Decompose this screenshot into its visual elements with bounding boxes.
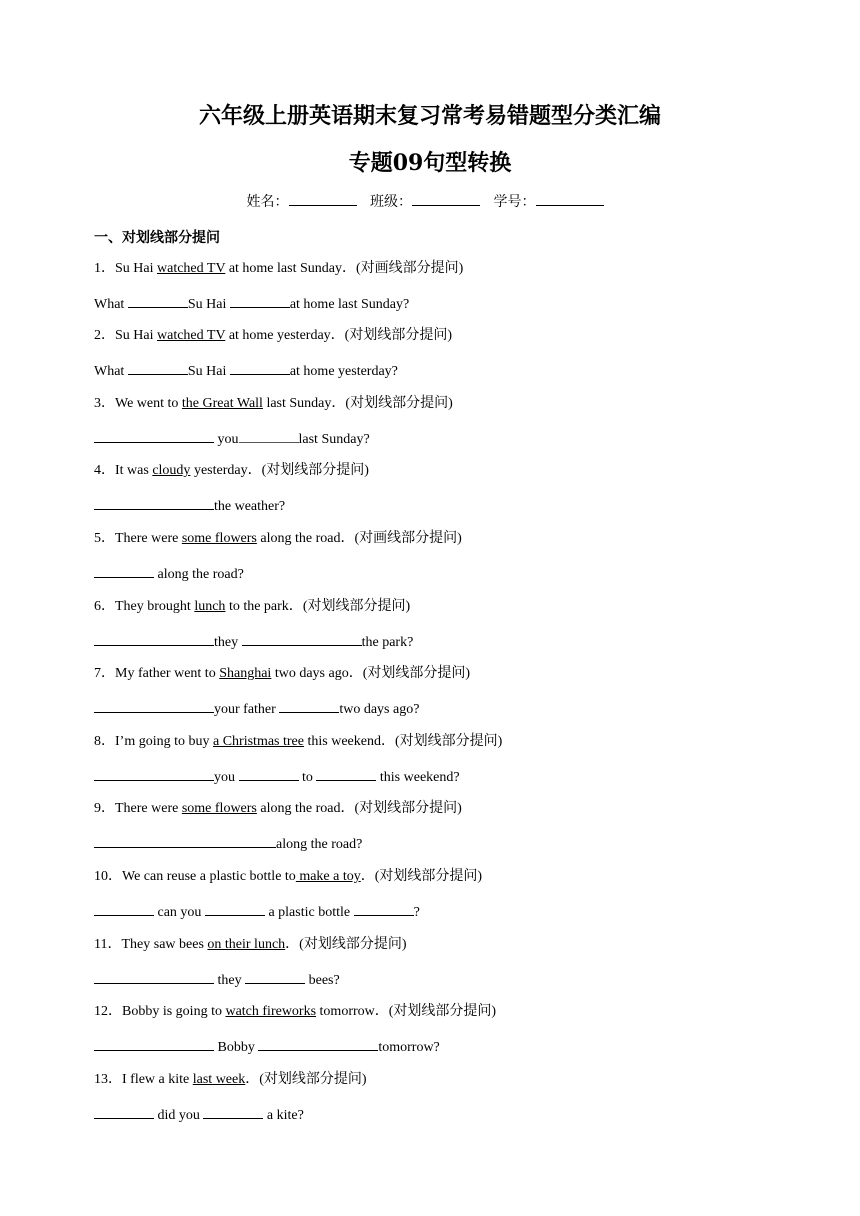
question-text: this weekend． <box>303 734 395 749</box>
answer-text: they <box>214 635 242 650</box>
underlined-part: watched TV <box>157 328 226 343</box>
instruction-note: (对画线部分提问) <box>355 261 464 276</box>
question-4 <box>94 462 369 480</box>
class-blank[interactable] <box>412 193 480 206</box>
answer-text: What <box>94 297 128 312</box>
question-text: tomorrow． <box>316 1004 389 1019</box>
question-5 <box>94 530 462 548</box>
answer-line-6 <box>94 632 413 652</box>
question-10 <box>94 868 482 886</box>
underlined-part: Shanghai <box>219 666 272 681</box>
answer-line-10 <box>94 902 420 922</box>
answer-text: they <box>214 973 246 988</box>
answer-text: tomorrow? <box>378 1040 440 1055</box>
answer-text: last Sunday? <box>298 432 370 447</box>
question-text: Bobby is going to <box>122 1004 226 1019</box>
answer-blank[interactable] <box>128 361 188 375</box>
question-3 <box>94 395 453 413</box>
answer-text: Su Hai <box>187 297 230 312</box>
answer-line-4 <box>94 496 285 516</box>
question-text: I flew a kite <box>122 1072 193 1087</box>
answer-blank[interactable] <box>94 496 214 510</box>
question-number: 1． <box>94 261 115 276</box>
answer-line-5 <box>94 564 244 584</box>
question-text: They saw bees <box>121 937 208 952</box>
question-text: We went to <box>115 396 182 411</box>
answer-text: ? <box>413 905 420 920</box>
answer-text: you <box>214 432 239 447</box>
question-number: 9． <box>94 801 115 816</box>
question-number: 3． <box>94 396 115 411</box>
answer-blank[interactable] <box>203 1105 263 1119</box>
answer-blank[interactable] <box>94 564 154 578</box>
question-number: 11． <box>94 937 122 952</box>
number-blank[interactable] <box>536 193 604 206</box>
question-number: 12． <box>94 1004 122 1019</box>
answer-blank[interactable] <box>94 632 214 646</box>
question-number: 13． <box>94 1072 122 1087</box>
answer-text: can you <box>154 905 205 920</box>
answer-text: two days ago? <box>339 702 420 717</box>
question-9 <box>94 800 462 818</box>
instruction-note: (对划线部分提问) <box>261 463 369 478</box>
page-subtitle: 专题09句型转换 <box>348 150 512 176</box>
answer-text: this weekend? <box>376 770 460 785</box>
question-text: yesterday． <box>190 463 262 478</box>
question-text: to the park． <box>225 599 303 614</box>
question-text: There were <box>115 531 182 546</box>
question-13 <box>94 1071 367 1089</box>
answer-text: Bobby <box>214 1040 259 1055</box>
answer-line-8 <box>94 767 460 787</box>
answer-blank[interactable] <box>94 834 276 848</box>
answer-text: at home yesterday? <box>289 364 398 379</box>
question-11 <box>94 936 407 954</box>
question-number: 4． <box>94 463 115 478</box>
question-number: 7． <box>94 666 115 681</box>
question-text: along the road． <box>256 531 355 546</box>
answer-blank[interactable] <box>230 294 290 308</box>
answer-text: Su Hai <box>187 364 230 379</box>
question-6 <box>94 598 410 616</box>
answer-line-13 <box>94 1105 304 1125</box>
answer-blank[interactable] <box>354 902 414 916</box>
underlined-part: on their lunch <box>207 937 286 952</box>
answer-blank[interactable] <box>94 1037 214 1051</box>
question-text: Su Hai <box>115 261 157 276</box>
answer-text: a plastic bottle <box>264 905 354 920</box>
answer-text: along the road? <box>154 567 244 582</box>
answer-text: bees? <box>305 973 340 988</box>
underlined-part: some flowers <box>181 801 257 816</box>
answer-line-3 <box>94 429 370 449</box>
question-text: at home yesterday． <box>225 328 345 343</box>
instruction-note: (对划线部分提问) <box>374 869 483 884</box>
instruction-note: (对划线部分提问) <box>388 1004 497 1019</box>
answer-line-1 <box>94 294 409 314</box>
instruction-note: (对划线部分提问) <box>299 937 407 952</box>
question-8 <box>94 733 502 751</box>
answer-text: to <box>298 770 317 785</box>
question-text: They brought <box>115 599 195 614</box>
instruction-note: (对划线部分提问) <box>302 599 411 614</box>
page-title: 六年级上册英语期末复习常考易错题型分类汇编 <box>198 103 661 129</box>
answer-blank[interactable] <box>205 902 265 916</box>
class-label: 班级： <box>370 195 412 210</box>
answer-blank[interactable] <box>94 902 154 916</box>
question-number: 5． <box>94 531 115 546</box>
question-1 <box>94 260 463 278</box>
answer-blank[interactable] <box>239 767 299 781</box>
question-text: ． <box>245 1072 260 1087</box>
question-12 <box>94 1003 496 1021</box>
instruction-note: (对画线部分提问) <box>354 531 462 546</box>
underlined-part: lunch <box>194 599 226 614</box>
instruction-note: (对划线部分提问) <box>362 666 471 681</box>
answer-text: a kite? <box>263 1108 304 1123</box>
answer-blank[interactable] <box>94 699 214 713</box>
answer-text: What <box>94 364 128 379</box>
question-number: 10． <box>94 869 122 884</box>
underlined-part: some flowers <box>181 531 257 546</box>
question-text: We can reuse a plastic bottle to <box>122 869 296 884</box>
student-info-line <box>0 191 860 211</box>
answer-blank[interactable] <box>258 1037 378 1051</box>
answer-text: you <box>214 770 239 785</box>
underlined-part: watched TV <box>157 261 226 276</box>
answer-line-9 <box>94 834 362 854</box>
question-text: It was <box>115 463 153 478</box>
question-text: Su Hai <box>115 328 157 343</box>
question-text: ． <box>360 869 375 884</box>
question-text: ． <box>285 937 300 952</box>
instruction-note: (对划线部分提问) <box>344 328 452 343</box>
question-2 <box>94 327 452 345</box>
answer-text: did you <box>154 1108 204 1123</box>
question-number: 6． <box>94 599 115 614</box>
answer-text: your father <box>214 702 280 717</box>
underlined-part: cloudy <box>152 463 191 478</box>
answer-blank[interactable] <box>316 767 376 781</box>
question-text: last Sunday． <box>262 396 346 411</box>
answer-line-2 <box>94 361 398 381</box>
question-text: I’m going to buy <box>115 734 213 749</box>
underlined-part: the Great Wall <box>181 396 263 411</box>
underlined-part: make a toy <box>295 869 361 884</box>
answer-blank[interactable] <box>239 429 299 443</box>
answer-blank[interactable] <box>94 429 214 443</box>
question-text: two days ago． <box>271 666 363 681</box>
underlined-part: watch fireworks <box>225 1004 317 1019</box>
instruction-note: (对划线部分提问) <box>354 801 462 816</box>
section-heading: 一、对划线部分提问 <box>94 230 220 246</box>
answer-text: the weather? <box>214 499 286 514</box>
underlined-part: a Christmas tree <box>213 734 304 749</box>
question-text: at home last Sunday． <box>225 261 356 276</box>
answer-line-11 <box>94 970 340 990</box>
answer-blank[interactable] <box>242 632 362 646</box>
instruction-note: (对划线部分提问) <box>259 1072 367 1087</box>
underlined-part: last week <box>192 1072 246 1087</box>
name-label: 姓名： <box>246 195 289 210</box>
answer-line-7 <box>94 699 419 719</box>
answer-blank[interactable] <box>94 1105 154 1119</box>
answer-line-12 <box>94 1037 440 1057</box>
instruction-note: (对划线部分提问) <box>345 396 453 411</box>
number-label: 学号： <box>493 195 536 210</box>
name-blank[interactable] <box>289 193 357 206</box>
question-number: 2． <box>94 328 115 343</box>
answer-text: at home last Sunday? <box>289 297 410 312</box>
answer-blank[interactable] <box>94 970 214 984</box>
question-text: There were <box>115 801 182 816</box>
answer-text: along the road? <box>276 837 363 852</box>
question-number: 8． <box>94 734 115 749</box>
answer-blank[interactable] <box>128 294 188 308</box>
answer-blank[interactable] <box>94 767 214 781</box>
answer-text: the park? <box>361 635 414 650</box>
question-text: along the road． <box>256 801 355 816</box>
answer-blank[interactable] <box>279 699 339 713</box>
answer-blank[interactable] <box>230 361 290 375</box>
question-text: My father went to <box>115 666 220 681</box>
instruction-note: (对划线部分提问) <box>394 734 503 749</box>
question-7 <box>94 665 470 683</box>
answer-blank[interactable] <box>245 970 305 984</box>
